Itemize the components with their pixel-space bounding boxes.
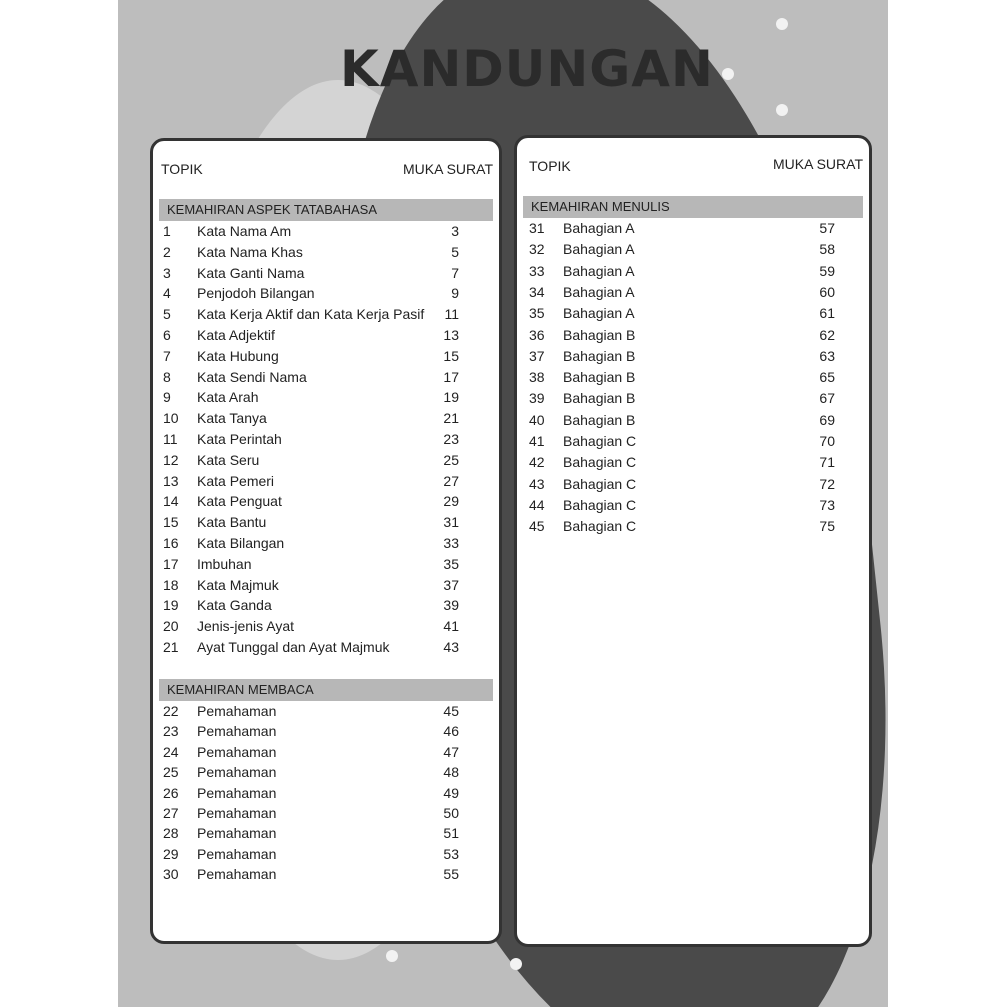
entry-number: 42 <box>529 454 545 471</box>
entry-page: 25 <box>443 451 459 468</box>
entry-number: 8 <box>163 368 171 385</box>
entry-topic: Kata Bantu <box>197 514 267 531</box>
toc-entry <box>153 283 499 303</box>
entry-topic: Kata Sendi Nama <box>197 368 307 385</box>
entry-number: 7 <box>163 347 171 364</box>
entry-topic: Kata Kerja Aktif dan Kata Kerja Pasif <box>197 306 425 323</box>
toc-entry <box>153 367 499 387</box>
entry-number: 11 <box>163 431 178 447</box>
entry-topic: Pemahaman <box>197 703 277 719</box>
entry-topic: Kata Bilangan <box>197 535 285 551</box>
entry-page: 53 <box>443 845 459 862</box>
toc-entry <box>517 261 869 281</box>
entry-topic: Bahagian A <box>563 283 635 300</box>
entry-page: 58 <box>819 241 835 258</box>
entry-number: 15 <box>163 514 179 531</box>
entry-topic: Bahagian C <box>563 475 637 492</box>
entry-number: 10 <box>163 410 179 427</box>
toc-entry <box>517 282 869 302</box>
decor-dot <box>776 18 788 30</box>
toc-entry <box>153 263 499 283</box>
toc-entry <box>517 218 869 238</box>
entry-page: 35 <box>443 555 459 572</box>
entry-page: 27 <box>443 472 459 489</box>
toc-entry <box>153 491 499 511</box>
toc-entry <box>153 554 499 574</box>
decor-dot <box>776 104 788 116</box>
toc-entry <box>153 721 499 741</box>
entry-page: 13 <box>443 327 459 343</box>
entry-number: 37 <box>529 347 545 364</box>
column-header-topic: TOPIK <box>529 158 571 174</box>
toc-entry <box>153 471 499 491</box>
entry-topic: Pemahaman <box>197 764 277 781</box>
entry-number: 22 <box>163 703 179 719</box>
section-header-grammar: KEMAHIRAN ASPEK TATABAHASA <box>159 199 493 221</box>
toc-panel-left <box>150 138 502 944</box>
toc-panel-right <box>514 135 872 947</box>
entry-page: 63 <box>819 347 835 364</box>
entry-page: 48 <box>443 764 459 781</box>
entry-page: 72 <box>819 475 835 492</box>
entry-topic: Bahagian A <box>563 305 635 322</box>
toc-entry <box>517 388 869 408</box>
entry-number: 40 <box>529 411 545 428</box>
entry-topic: Pemahaman <box>197 784 277 801</box>
entry-page: 47 <box>443 743 459 760</box>
entry-number: 45 <box>529 518 545 535</box>
entry-number: 29 <box>163 845 179 862</box>
entry-number: 14 <box>163 493 179 510</box>
entry-page: 37 <box>443 576 459 593</box>
entry-topic: Kata Nama Khas <box>197 243 303 260</box>
toc-entry <box>153 803 499 823</box>
toc-entry <box>517 367 869 387</box>
entry-number: 34 <box>529 283 545 300</box>
entry-topic: Kata Majmuk <box>197 576 279 593</box>
entry-page: 73 <box>819 496 835 513</box>
toc-entry <box>153 408 499 428</box>
decor-dot <box>510 958 522 970</box>
entry-page: 61 <box>819 305 835 322</box>
entry-page: 45 <box>443 703 459 719</box>
toc-entry <box>153 387 499 407</box>
entry-page: 50 <box>443 805 459 821</box>
toc-entry <box>153 512 499 532</box>
entry-page: 5 <box>451 243 459 260</box>
entry-number: 43 <box>529 475 545 492</box>
column-header-page: MUKA SURAT <box>403 161 493 177</box>
entry-number: 16 <box>163 535 179 551</box>
entry-topic: Bahagian C <box>563 433 637 449</box>
toc-entry <box>153 844 499 864</box>
entry-topic: Bahagian B <box>563 411 636 428</box>
decor-dot <box>386 950 398 962</box>
entry-topic: Penjodoh Bilangan <box>197 285 315 302</box>
toc-entry <box>517 474 869 494</box>
entry-topic: Imbuhan <box>197 555 252 572</box>
toc-entry <box>517 431 869 451</box>
toc-entry <box>153 325 499 345</box>
page-title: KANDUNGAN <box>340 40 714 98</box>
entry-number: 18 <box>163 576 179 593</box>
entry-number: 1 <box>163 223 171 239</box>
decor-dot <box>722 68 734 80</box>
entry-page: 65 <box>819 369 835 386</box>
entry-page: 29 <box>443 493 459 510</box>
toc-entry <box>153 616 499 636</box>
entry-topic: Kata Tanya <box>197 410 267 427</box>
entry-topic: Pemahaman <box>197 805 277 821</box>
entry-number: 38 <box>529 369 545 386</box>
toc-entry <box>153 304 499 324</box>
entry-topic: Kata Nama Am <box>197 223 292 239</box>
entry-topic: Bahagian B <box>563 347 636 364</box>
column-header-topic: TOPIK <box>161 161 203 177</box>
entry-number: 19 <box>163 597 179 614</box>
entry-topic: Bahagian B <box>563 369 636 386</box>
entry-topic: Kata Pemeri <box>197 472 275 489</box>
entry-page: 19 <box>443 389 459 406</box>
entry-topic: Bahagian C <box>563 496 637 513</box>
entry-page: 41 <box>443 618 459 635</box>
entry-topic: Jenis-jenis Ayat <box>197 618 295 635</box>
entry-page: 11 <box>444 306 459 323</box>
entry-number: 12 <box>163 451 179 468</box>
toc-entry <box>517 452 869 472</box>
entry-number: 24 <box>163 743 179 760</box>
entry-number: 5 <box>163 306 171 323</box>
toc-entry <box>153 575 499 595</box>
entry-number: 36 <box>529 326 545 343</box>
entry-topic: Kata Hubung <box>197 347 279 364</box>
entry-page: 21 <box>443 410 459 427</box>
entry-topic: Bahagian B <box>563 326 636 343</box>
toc-entry <box>517 495 869 515</box>
toc-entry <box>153 242 499 262</box>
entry-number: 20 <box>163 618 179 635</box>
entry-number: 21 <box>163 639 179 655</box>
section-header-reading: KEMAHIRAN MEMBACA <box>159 679 493 701</box>
entry-number: 3 <box>163 264 171 281</box>
entry-page: 59 <box>819 262 835 279</box>
entry-page: 15 <box>443 347 459 364</box>
entry-number: 4 <box>163 285 171 302</box>
entry-number: 30 <box>163 866 179 883</box>
entry-number: 13 <box>163 472 179 489</box>
entry-page: 75 <box>819 518 835 535</box>
toc-entry <box>153 595 499 615</box>
entry-number: 28 <box>163 825 179 842</box>
entry-topic: Pemahaman <box>197 845 277 862</box>
toc-entry <box>153 762 499 782</box>
toc-entry <box>153 783 499 803</box>
entry-number: 23 <box>163 723 179 740</box>
entry-number: 9 <box>163 389 171 406</box>
entry-number: 6 <box>163 327 171 343</box>
entry-page: 33 <box>443 535 459 551</box>
entry-topic: Pemahaman <box>197 743 277 760</box>
entry-topic: Kata Adjektif <box>197 327 275 343</box>
entry-topic: Bahagian C <box>563 518 637 535</box>
entry-topic: Pemahaman <box>197 723 277 740</box>
entry-page: 43 <box>443 639 459 655</box>
toc-entry <box>153 864 499 884</box>
toc-entry <box>153 637 499 657</box>
entry-number: 31 <box>529 220 545 236</box>
entry-topic: Bahagian A <box>563 241 635 258</box>
entry-topic: Kata Ganda <box>197 597 272 614</box>
entry-number: 17 <box>163 555 179 572</box>
entry-topic: Bahagian C <box>563 454 637 471</box>
entry-topic: Bahagian B <box>563 390 636 407</box>
entry-topic: Bahagian A <box>563 220 635 236</box>
entry-number: 41 <box>529 433 545 449</box>
entry-page: 69 <box>819 411 835 428</box>
entry-topic: Kata Perintah <box>197 431 282 447</box>
entry-page: 46 <box>443 723 459 740</box>
entry-number: 33 <box>529 262 545 279</box>
entry-topic: Kata Ganti Nama <box>197 264 305 281</box>
toc-entry <box>153 429 499 449</box>
entry-topic: Bahagian A <box>563 262 635 279</box>
toc-entry <box>517 303 869 323</box>
entry-page: 51 <box>443 825 459 842</box>
column-header-page: MUKA SURAT <box>773 156 863 172</box>
entry-page: 62 <box>819 326 835 343</box>
toc-entry <box>517 410 869 430</box>
entry-topic: Ayat Tunggal dan Ayat Majmuk <box>197 639 390 655</box>
entry-page: 57 <box>819 220 835 236</box>
entry-number: 32 <box>529 241 545 258</box>
entry-number: 26 <box>163 784 179 801</box>
section-header-writing: KEMAHIRAN MENULIS <box>523 196 863 218</box>
entry-page: 49 <box>443 784 459 801</box>
entry-number: 2 <box>163 243 171 260</box>
entry-topic: Kata Seru <box>197 451 260 468</box>
toc-entry <box>153 823 499 843</box>
entry-number: 25 <box>163 764 179 781</box>
entry-number: 35 <box>529 305 545 322</box>
entry-topic: Kata Penguat <box>197 493 282 510</box>
entry-number: 39 <box>529 390 545 407</box>
entry-page: 60 <box>819 283 835 300</box>
entry-page: 71 <box>819 454 835 471</box>
toc-entry <box>517 516 869 536</box>
entry-topic: Kata Arah <box>197 389 259 406</box>
entry-page: 31 <box>443 514 459 531</box>
toc-entry <box>153 221 499 241</box>
entry-page: 17 <box>443 368 459 385</box>
toc-entry <box>153 742 499 762</box>
toc-entry <box>153 450 499 470</box>
entry-topic: Pemahaman <box>197 866 277 883</box>
toc-entry <box>153 533 499 553</box>
toc-entry <box>153 701 499 721</box>
toc-entry <box>517 346 869 366</box>
entry-page: 55 <box>443 866 459 883</box>
entry-page: 39 <box>443 597 459 614</box>
toc-entry <box>517 325 869 345</box>
entry-page: 3 <box>451 223 459 239</box>
entry-page: 9 <box>451 285 459 302</box>
entry-number: 44 <box>529 496 545 513</box>
entry-page: 23 <box>443 431 459 447</box>
entry-page: 67 <box>819 390 835 407</box>
toc-entry <box>153 346 499 366</box>
entry-topic: Pemahaman <box>197 825 277 842</box>
entry-page: 70 <box>819 433 835 449</box>
entry-number: 27 <box>163 805 179 821</box>
entry-page: 7 <box>451 264 459 281</box>
toc-entry <box>517 239 869 259</box>
